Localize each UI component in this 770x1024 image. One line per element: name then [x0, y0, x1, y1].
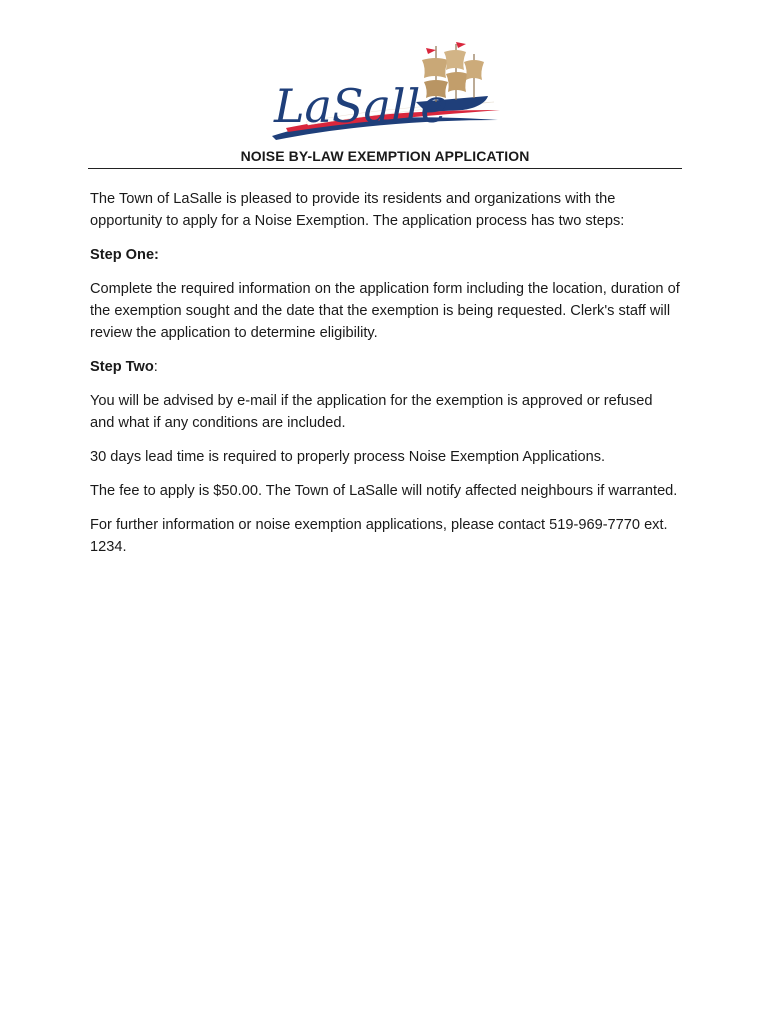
step-two-heading-line	[90, 356, 680, 378]
fee-paragraph: The fee to apply is $50.00. The Town of LaSalle will notify affected neighbours if warranted.	[90, 483, 678, 499]
page-title: NOISE BY-LAW EXEMPTION APPLICATION	[240, 148, 530, 164]
lasalle-ship-logo	[266, 40, 504, 146]
document-body	[90, 188, 680, 570]
step-two-heading-colon: :	[153, 359, 158, 375]
step-two-text: You will be advised by e-mail if the application for the exemption is approved or refused and what if any conditions are included.	[90, 393, 653, 431]
town-logo	[266, 40, 504, 146]
lead-time-paragraph: 30 days lead time is required to properly process Noise Exemption Applications.	[90, 449, 606, 465]
logo-wordmark: LaSalle	[274, 79, 448, 133]
step-one-heading: Step One:	[90, 247, 159, 263]
intro-paragraph: The Town of LaSalle is pleased to provide its residents and organizations with the opportunity to apply for a Noise Exemption. The application process has two steps:	[90, 191, 625, 229]
step-one-text: Complete the required information on the application form including the location, duration of the exemption sought and the date that the exemption is being requested. Clerk's staff will review the application to determine eligibility.	[90, 281, 680, 341]
contact-paragraph: For further information or noise exemption applications, please contact 519-969-7770 ext. 1234.	[90, 517, 668, 555]
step-two-heading: Step Two	[90, 359, 154, 375]
title-divider	[88, 168, 682, 169]
